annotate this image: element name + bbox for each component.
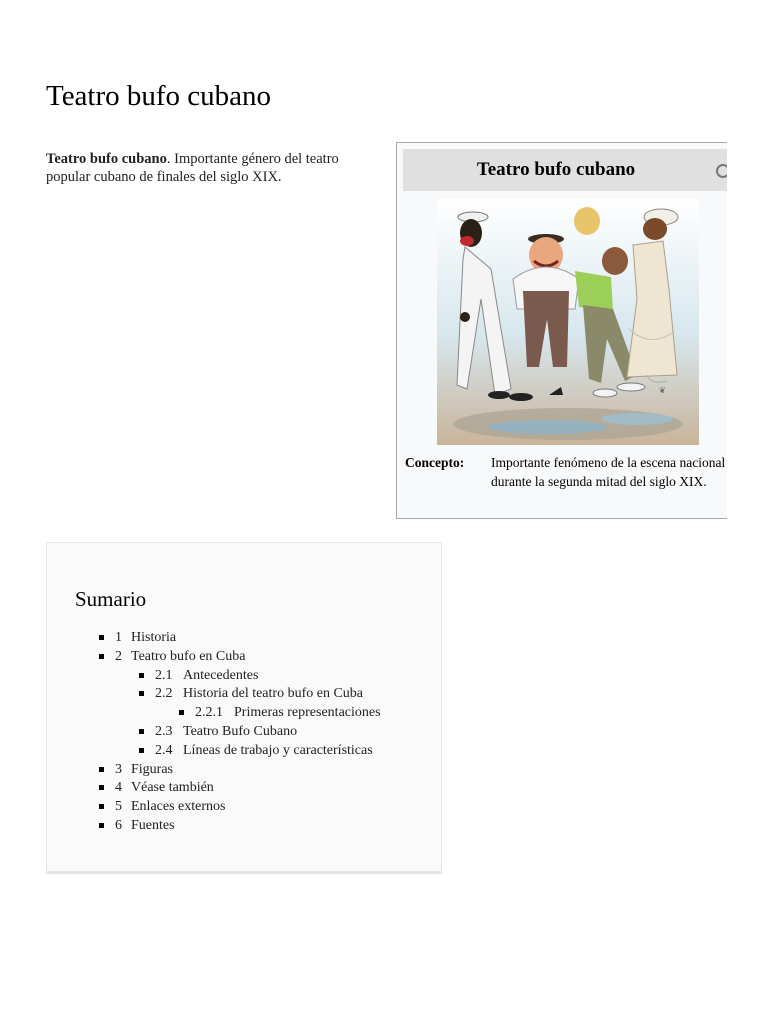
toc-item[interactable] [47, 704, 441, 723]
infobox-header [403, 149, 727, 191]
toc-title: Sumario [75, 587, 147, 611]
intro-paragraph [46, 150, 366, 186]
toc-item-text[interactable]: Enlaces externos [131, 799, 226, 815]
toc-item[interactable] [47, 723, 441, 742]
infobox [396, 142, 727, 519]
toc-item-number[interactable]: 4 [115, 780, 122, 796]
toc-item-number[interactable]: 2.4 [155, 742, 173, 758]
toc-item[interactable] [47, 685, 441, 704]
toc-bullet [99, 785, 104, 790]
page-title: Teatro bufo cubano [46, 80, 272, 112]
infobox-image[interactable] [437, 199, 699, 445]
table-of-contents [46, 542, 442, 872]
toc-item-number[interactable]: 2.1 [155, 667, 173, 683]
infobox-title: Teatro bufo cubano [476, 159, 636, 180]
toc-item-number[interactable]: 1 [115, 630, 122, 645]
toc-item[interactable] [47, 817, 441, 836]
toc-item-text[interactable]: Teatro bufo en Cuba [131, 648, 246, 664]
toc-item[interactable] [47, 648, 441, 667]
toc-item[interactable] [47, 742, 441, 761]
toc-item-text[interactable]: Antecedentes [183, 667, 259, 683]
toc-bullet [139, 691, 144, 696]
toc-bullet [99, 635, 104, 640]
toc-item-text[interactable]: Líneas de trabajo y características [183, 742, 373, 758]
toc-item-text[interactable]: Historia del teatro bufo en Cuba [183, 686, 364, 702]
toc-item-text[interactable]: Figuras [131, 761, 173, 777]
intro-bold-term: Teatro bufo cubano [46, 151, 167, 167]
toc-bullet [99, 804, 104, 809]
toc-bullet [99, 767, 104, 772]
toc-item-number[interactable]: 2.3 [155, 723, 173, 739]
caricature-illustration [437, 199, 699, 445]
toc-item[interactable] [47, 667, 441, 686]
toc-item[interactable] [47, 629, 441, 648]
toc-item-number[interactable]: 2.2 [155, 686, 173, 702]
toc-item-text[interactable]: Historia [131, 630, 177, 645]
toc-bullet [139, 673, 144, 678]
svg-text:❦: ❦ [659, 386, 666, 395]
toc-bullet [139, 729, 144, 734]
toc-item-text[interactable]: Teatro Bufo Cubano [183, 723, 298, 739]
toc-item-number[interactable]: 2.2.1 [195, 705, 223, 721]
info-icon[interactable] [716, 164, 727, 178]
toc-item-text[interactable]: Véase también [131, 780, 214, 796]
infobox-label-concepto: Concepto: [405, 455, 465, 470]
toc-bullet [99, 823, 104, 828]
toc-item-number[interactable]: 5 [115, 799, 122, 815]
toc-item-number[interactable]: 2 [115, 648, 122, 664]
infobox-value-concepto: Importante fenómeno de la escena nacional durante la segunda mitad del siglo XIX. [491, 455, 726, 489]
toc-bullet [139, 748, 144, 753]
toc-item-number[interactable]: 6 [115, 817, 122, 833]
toc-item-number[interactable]: 3 [115, 761, 122, 777]
intro-text: . Importante género del teatro popular cubano de finales del siglo XIX. [46, 151, 339, 185]
toc-bullet [179, 710, 184, 715]
toc-list [47, 629, 441, 836]
toc-item[interactable] [47, 761, 441, 780]
toc-item-text[interactable]: Fuentes [131, 817, 175, 833]
toc-item[interactable] [47, 779, 441, 798]
toc-item[interactable] [47, 798, 441, 817]
toc-item-text[interactable]: Primeras representaciones [234, 705, 381, 721]
toc-bullet [99, 654, 104, 659]
